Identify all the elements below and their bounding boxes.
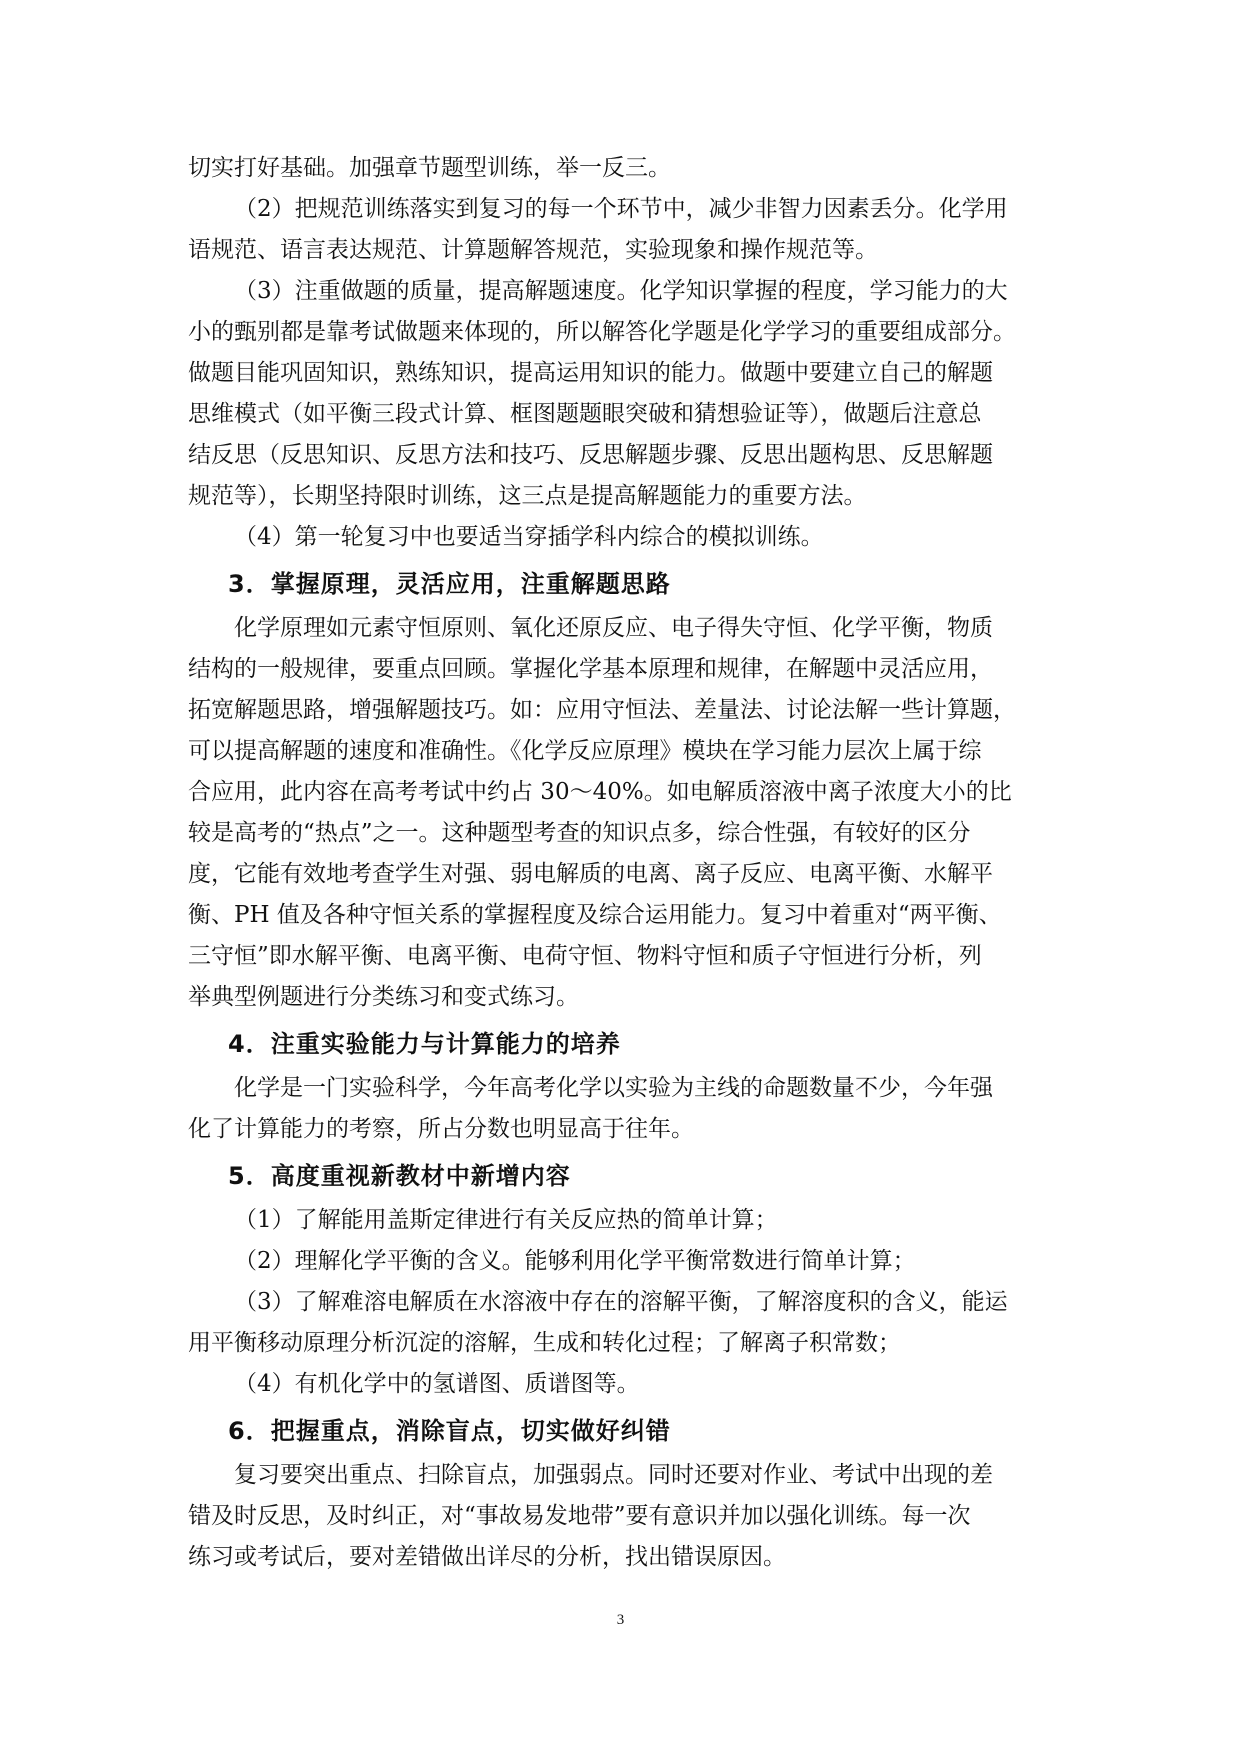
- paragraph-section-5-item-1: [188, 1200, 1050, 1241]
- paragraph-item-3: [188, 271, 1050, 517]
- text-line: （4）有机化学中的氢谱图、质谱图等。: [234, 1371, 640, 1397]
- text-line: （2）把规范训练落实到复习的每一个环节中，减少非智力因素丢分。化学用: [234, 196, 1008, 222]
- text-line: 举典型例题进行分类练习和变式练习。: [188, 984, 579, 1010]
- text-line: 化学是一门实验科学，今年高考化学以实验为主线的命题数量不少，今年强: [234, 1075, 993, 1101]
- section-heading-6: 6．把握重点，消除盲点，切实做好纠错: [228, 1417, 671, 1445]
- text-line: 思维模式（如平衡三段式计算、框图题题眼突破和猜想验证等），做题后注意总: [188, 401, 982, 427]
- page-number: 3: [616, 1612, 625, 1628]
- text-line: 小的甄别都是靠考试做题来体现的，所以解答化学题是化学学习的重要组成部分。: [188, 319, 1016, 345]
- paragraph-section-5-item-3: [188, 1282, 1050, 1364]
- text-line: 用平衡移动原理分析沉淀的溶解，生成和转化过程；了解离子积常数；: [188, 1330, 901, 1356]
- page-body: [188, 148, 1050, 1578]
- paragraph-continuation: [188, 148, 1050, 189]
- text-line: 练习或考试后，要对差错做出详尽的分析，找出错误原因。: [188, 1544, 786, 1570]
- text-line: （3）了解难溶电解质在水溶液中存在的溶解平衡，了解溶度积的含义，能运: [234, 1289, 1008, 1315]
- text-line: （1）了解能用盖斯定律进行有关反应热的简单计算；: [234, 1207, 778, 1233]
- text-line: 结构的一般规律，要重点回顾。掌握化学基本原理和规律，在解题中灵活应用，: [188, 656, 993, 682]
- text-line: 较是高考的“热点”之一。这种题型考查的知识点多，综合性强，有较好的区分: [188, 820, 971, 846]
- section-heading-5: 5．高度重视新教材中新增内容: [228, 1162, 571, 1190]
- paragraph-section-5-item-2: [188, 1241, 1050, 1282]
- text-line: 错及时反思，及时纠正，对“事故易发地带”要有意识并加以强化训练。每一次: [188, 1503, 971, 1529]
- paragraph-section-3: [188, 608, 1050, 1018]
- text-line: 度，它能有效地考查学生对强、弱电解质的电离、离子反应、电离平衡、水解平: [188, 861, 993, 887]
- section-heading-3: 3．掌握原理，灵活应用，注重解题思路: [228, 570, 671, 598]
- text-line: 切实打好基础。加强章节题型训练，举一反三。: [188, 155, 671, 181]
- text-line: （3）注重做题的质量，提高解题速度。化学知识掌握的程度，学习能力的大: [234, 278, 1008, 304]
- paragraph-item-4: [188, 517, 1050, 558]
- text-line: 化了计算能力的考察，所占分数也明显高于往年。: [188, 1116, 694, 1142]
- text-line: 规范等），长期坚持限时训练，这三点是提高解题能力的重要方法。: [188, 483, 867, 509]
- text-line: 拓宽解题思路，增强解题技巧。如：应用守恒法、差量法、讨论法解一些计算题，: [188, 697, 1016, 723]
- section-heading-4: 4．注重实验能力与计算能力的培养: [228, 1030, 621, 1058]
- paragraph-section-5-item-4: [188, 1364, 1050, 1405]
- text-line: （2）理解化学平衡的含义。能够利用化学平衡常数进行简单计算；: [234, 1248, 916, 1274]
- text-line: 合应用，此内容在高考考试中约占 30～40%。如电解质溶液中离子浓度大小的比: [188, 779, 1012, 805]
- text-line: 衡、PH 值及各种守恒关系的掌握程度及综合运用能力。复习中着重对“两平衡、: [188, 902, 1002, 928]
- paragraph-section-4: [188, 1068, 1050, 1150]
- text-line: 语规范、语言表达规范、计算题解答规范，实验现象和操作规范等。: [188, 237, 878, 263]
- text-line: （4）第一轮复习中也要适当穿插学科内综合的模拟训练。: [234, 524, 824, 550]
- text-line: 化学原理如元素守恒原则、氧化还原反应、电子得失守恒、化学平衡，物质: [234, 615, 993, 641]
- text-line: 结反思（反思知识、反思方法和技巧、反思解题步骤、反思出题构思、反思解题: [188, 442, 993, 468]
- paragraph-section-6: [188, 1455, 1050, 1578]
- paragraph-item-2: [188, 189, 1050, 271]
- text-line: 做题目能巩固知识，熟练知识，提高运用知识的能力。做题中要建立自己的解题: [188, 360, 993, 386]
- text-line: 三守恒”即水解平衡、电离平衡、电荷守恒、物料守恒和质子守恒进行分析，列: [188, 943, 982, 969]
- text-line: 复习要突出重点、扫除盲点，加强弱点。同时还要对作业、考试中出现的差: [234, 1462, 993, 1488]
- text-line: 可以提高解题的速度和准确性。《化学反应原理》模块在学习能力层次上属于综: [188, 738, 982, 764]
